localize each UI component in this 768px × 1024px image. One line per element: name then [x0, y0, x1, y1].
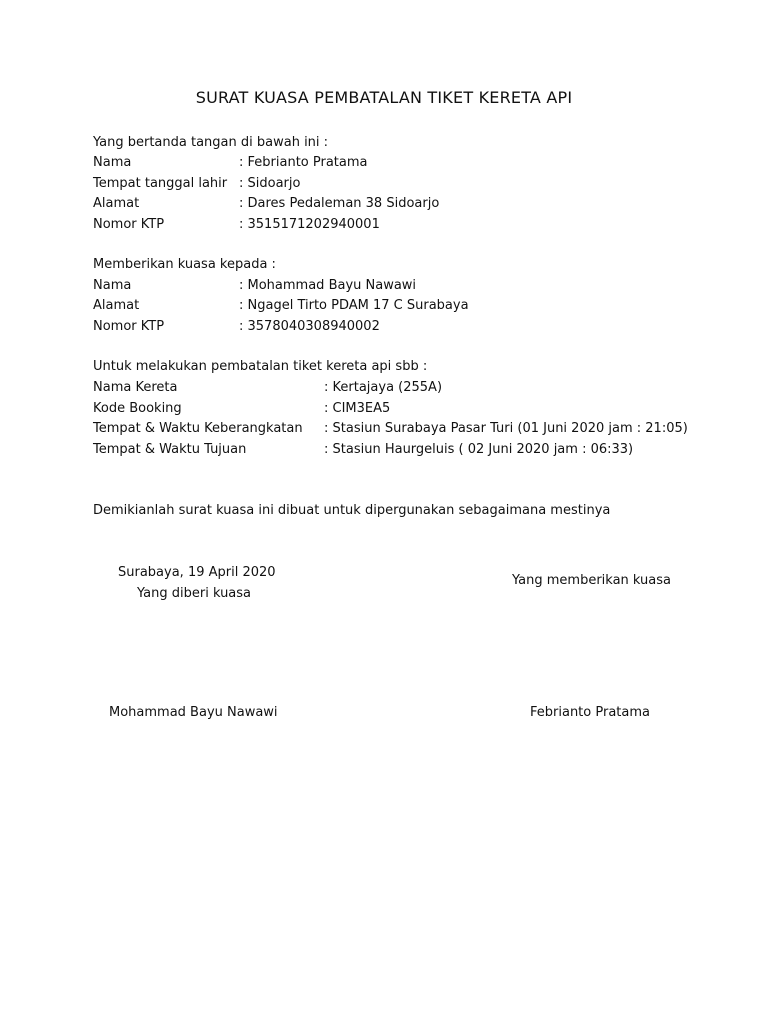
ticket-intro: Untuk melakukan pembatalan tiket kereta api sbb : [93, 359, 428, 374]
field-value: : Sidoarjo [239, 176, 301, 191]
field-value: : Stasiun Haurgeluis ( 02 Juni 2020 jam : 06:33) [324, 442, 634, 457]
field-label: Tempat & Waktu Tujuan [93, 442, 247, 457]
field-value: : 3515171202940001 [239, 217, 380, 232]
closing-statement: Demikianlah surat kuasa ini dibuat untuk dipergunakan sebagaimana mestinya [93, 503, 611, 518]
field-label: Tempat tanggal lahir [93, 176, 228, 191]
field-label: Nomor KTP [93, 319, 165, 334]
grantor-signature-name: Febrianto Pratama [530, 705, 650, 720]
field-label: Alamat [93, 196, 140, 211]
field-value: : Dares Pedaleman 38 Sidoarjo [239, 196, 440, 211]
field-value: : CIM3EA5 [324, 401, 391, 416]
place-date: Surabaya, 19 April 2020 [118, 565, 276, 580]
grantor-intro: Yang bertanda tangan di bawah ini : [93, 135, 329, 150]
field-value: : Stasiun Surabaya Pasar Turi (01 Juni 2020 jam : 21:05) [324, 421, 688, 436]
grantee-role-label: Yang diberi kuasa [137, 586, 252, 601]
grantee-signature-name: Mohammad Bayu Nawawi [109, 705, 278, 720]
field-value: : Febrianto Pratama [239, 155, 368, 170]
document-title: SURAT KUASA PEMBATALAN TIKET KERETA API [195, 88, 573, 107]
field-label: Nomor KTP [93, 217, 165, 232]
field-label: Tempat & Waktu Keberangkatan [93, 421, 303, 436]
field-value: : Mohammad Bayu Nawawi [239, 278, 417, 293]
field-value: : Ngagel Tirto PDAM 17 C Surabaya [239, 298, 469, 313]
field-label: Nama [93, 155, 132, 170]
field-value: : Kertajaya (255A) [324, 380, 443, 395]
grantor-role-label: Yang memberikan kuasa [512, 573, 671, 588]
grantee-intro: Memberikan kuasa kepada : [93, 257, 276, 272]
field-label: Nama [93, 278, 132, 293]
field-label: Alamat [93, 298, 140, 313]
field-value: : 3578040308940002 [239, 319, 380, 334]
field-label: Nama Kereta [93, 380, 178, 395]
field-label: Kode Booking [93, 401, 182, 416]
